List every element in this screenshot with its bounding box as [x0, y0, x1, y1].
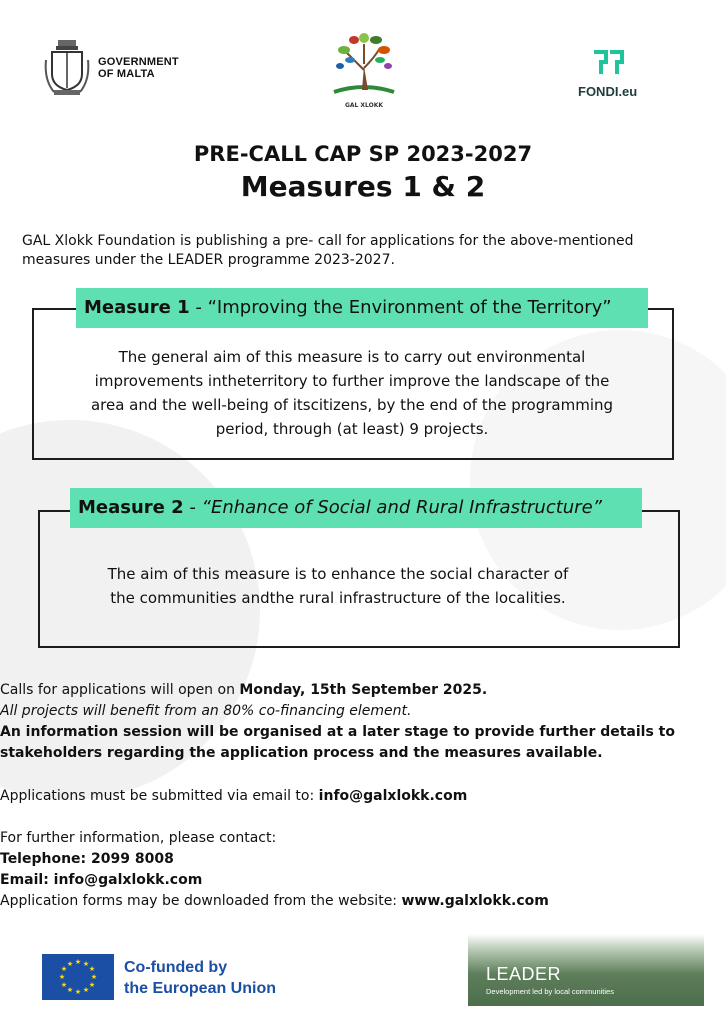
intro-line: GAL Xlokk Foundation is publishing a pre- call for applications for the above-mentioned — [22, 233, 634, 249]
download-prefix: Application forms may be downloaded from the website: — [0, 893, 402, 909]
government-of-malta-logo — [44, 40, 179, 96]
svg-text:★: ★ — [74, 958, 82, 966]
svg-text:★: ★ — [66, 986, 74, 994]
measure-1-line: The general aim of this measure is to carry out environmental — [118, 348, 586, 366]
svg-text:★: ★ — [90, 973, 98, 981]
measure-1-label-rest: - “Improving the Environment of the Territory” — [189, 297, 612, 318]
measure-1-line: improvements intheterritory to further improve the landscape of the — [94, 372, 610, 390]
gal-xlokk-logo — [328, 30, 400, 109]
calls-prefix: Calls for applications will open on — [0, 682, 240, 698]
fondi-logo-text: FONDI.eu — [578, 84, 638, 99]
measure-2-label — [70, 488, 642, 528]
measure-2-line: the communities andthe rural infrastructure of the localities. — [110, 589, 566, 607]
gov-logo-line1: GOVERNMENT — [98, 56, 179, 68]
eu-cofunded-text — [124, 957, 276, 999]
measure-1-line: period, through (at least) 9 projects. — [215, 420, 489, 438]
contact-intro: For further information, please contact: — [0, 830, 277, 846]
fondi-eu-logo — [578, 48, 637, 99]
measure-2-line: The aim of this measure is to enhance the social character of — [107, 565, 569, 583]
telephone-line: Telephone: 2099 8008 — [0, 851, 174, 867]
intro-line: measures under the LEADER programme 2023-2027. — [22, 252, 395, 268]
information-session-line: An information session will be organised at a later stage to provide further details to — [0, 724, 675, 740]
tree-logo-icon — [328, 30, 400, 98]
eu-flag-icon — [42, 954, 114, 1000]
download-line — [0, 891, 549, 912]
frame-line — [32, 308, 80, 310]
frame-line — [38, 510, 74, 512]
leader-title: LEADER — [486, 964, 562, 984]
calls-date: Monday, 15th September 2025. — [239, 682, 488, 698]
malta-emblem-icon — [44, 40, 90, 96]
svg-text:★: ★ — [60, 981, 68, 989]
calls-open-line — [0, 680, 487, 701]
eu-text-line: the European Union — [124, 980, 276, 997]
gal-logo-caption: GAL XLOKK — [344, 102, 384, 109]
frame-line — [646, 308, 672, 310]
frame-line — [640, 510, 678, 512]
submit-email-link[interactable]: info@galxlokk.com — [318, 788, 468, 804]
svg-text:★: ★ — [88, 965, 96, 973]
svg-text:★: ★ — [74, 988, 82, 996]
svg-text:★: ★ — [60, 965, 68, 973]
measure-2-label-bold: Measure 2 — [78, 497, 184, 518]
measure-1-label-bold: Measure 1 — [84, 297, 190, 318]
fondi-mark-icon — [591, 48, 625, 78]
email-line[interactable]: Email: info@galxlokk.com — [0, 872, 203, 888]
submit-prefix: Applications must be submitted via email to: — [0, 788, 319, 804]
measure-1-line: area and the well-being of itscitizens, by the end of the programming — [90, 396, 614, 414]
eu-text-line: Co-funded by — [124, 959, 228, 976]
svg-text:★: ★ — [82, 986, 90, 994]
eu-stars-icon — [42, 954, 114, 1000]
page-subtitle: Measures 1 & 2 — [240, 170, 486, 203]
svg-text:★: ★ — [82, 960, 90, 968]
svg-text:★: ★ — [88, 981, 96, 989]
measure-2-label-sep: - — [183, 497, 202, 518]
submission-line — [0, 786, 467, 807]
measure-1-label — [76, 288, 648, 328]
page-title: PRE-CALL CAP SP 2023-2027 — [193, 142, 533, 166]
information-session-line: stakeholders regarding the application process and the measures available. — [0, 745, 603, 761]
website-link[interactable]: www.galxlokk.com — [401, 893, 549, 909]
cofinancing-line: All projects will benefit from an 80% co-financing element. — [0, 703, 412, 719]
svg-text:★: ★ — [66, 960, 74, 968]
measure-1-description — [34, 345, 670, 441]
measure-2-label-rest: “Enhance of Social and Rural Infrastructure” — [201, 497, 602, 518]
intro-paragraph — [22, 232, 702, 270]
leader-subtitle: Development led by local communities — [486, 987, 614, 996]
svg-text:★: ★ — [58, 973, 66, 981]
gov-logo-line2: OF MALTA — [98, 68, 155, 80]
measure-2-description — [40, 562, 636, 610]
